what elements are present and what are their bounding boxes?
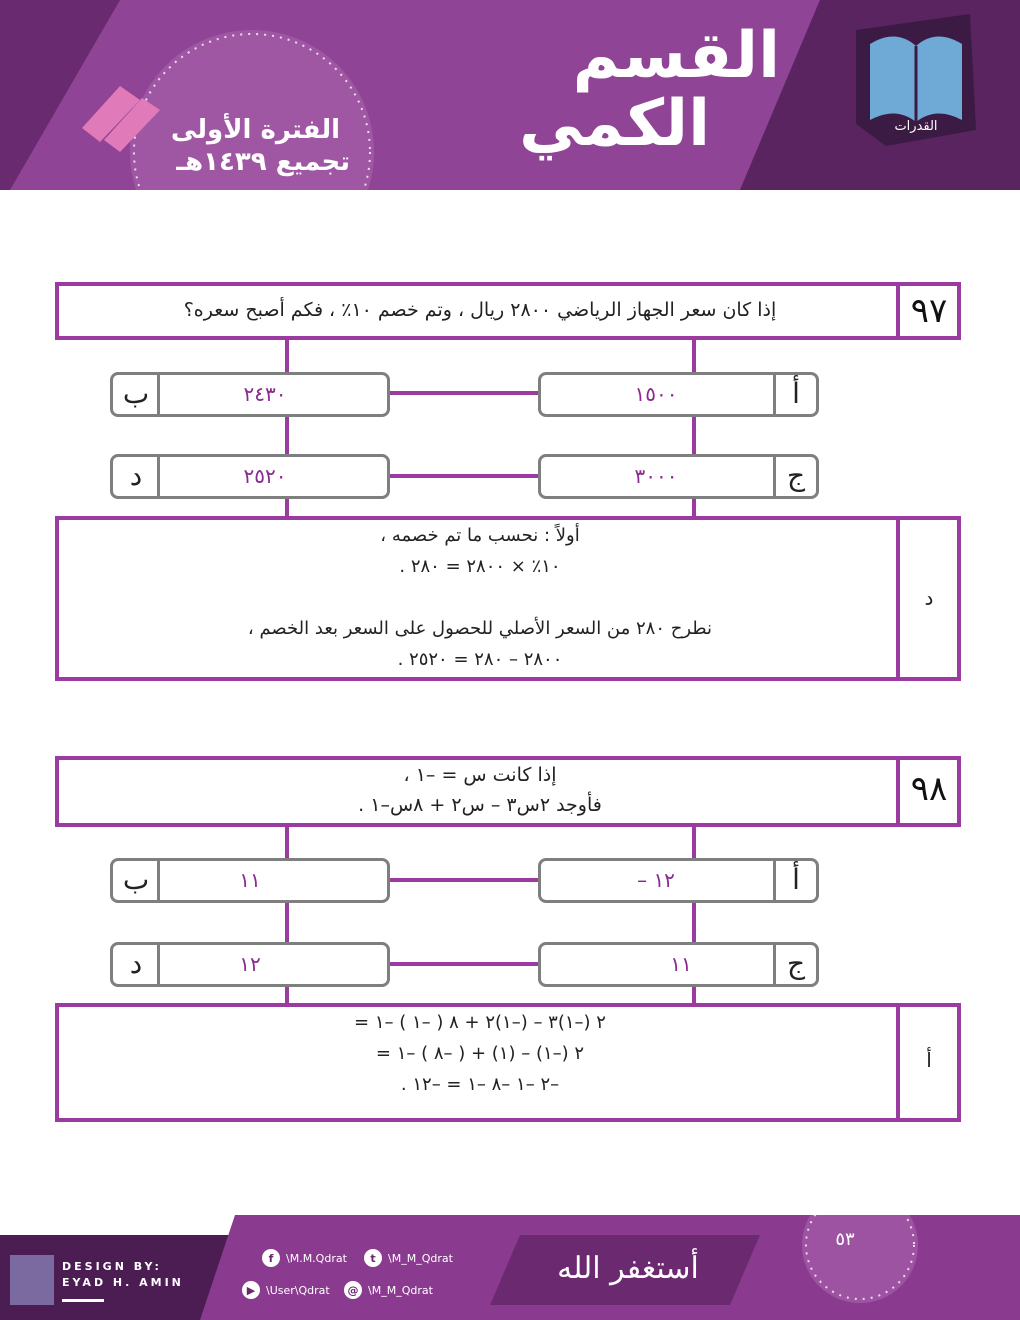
solution-line: نطرح ٢٨٠ من السعر الأصلي للحصول على السعر بعد الخصم ، <box>247 618 713 639</box>
option-value: ١١ <box>239 868 261 892</box>
designer-logo <box>10 1255 54 1305</box>
option-letter: ب <box>122 377 150 410</box>
option-c[interactable] <box>538 454 819 499</box>
solution-line: ٢ (–١) – (١) + ( –٨ ) –١ = <box>375 1043 585 1064</box>
option-b[interactable] <box>110 858 390 903</box>
instagram-handle: \M_M_Qdrat <box>368 1283 433 1297</box>
option-value: ١١ <box>670 952 692 976</box>
connector <box>388 474 540 478</box>
option-divider <box>773 457 776 496</box>
option-d[interactable] <box>110 454 390 499</box>
option-letter: د <box>129 459 143 492</box>
designer-name: EYAD H. AMIN <box>62 1276 184 1289</box>
option-value: – ١٢ <box>637 868 675 892</box>
youtube-link[interactable] <box>242 1281 330 1299</box>
answer-letter: د <box>924 586 934 610</box>
option-value: ٣٠٠٠ <box>634 464 678 488</box>
section-title-line1: القسم <box>572 19 780 93</box>
calligraphy-text: أستغفر الله <box>557 1251 699 1286</box>
option-value: ٢٥٢٠ <box>243 464 287 488</box>
option-c[interactable] <box>538 942 819 987</box>
page-header <box>0 0 1020 190</box>
page-footer <box>0 1215 1020 1320</box>
question-text: إذا كان سعر الجهاز الرياضي ٢٨٠٠ ريال ، وتم خصم ١٠٪ ، فكم أصبح سعره؟ <box>183 299 777 321</box>
option-divider <box>773 375 776 414</box>
period-label: الفترة الأولى <box>170 115 340 145</box>
option-letter: أ <box>792 863 800 896</box>
instagram-icon: @ <box>344 1281 362 1299</box>
connector <box>388 878 540 882</box>
solution-line: ٢٨٠٠ – ٢٨٠ = ٢٥٢٠ . <box>397 649 563 670</box>
youtube-icon: ▶ <box>242 1281 260 1299</box>
option-a[interactable] <box>538 858 819 903</box>
option-letter: ج <box>786 459 806 492</box>
option-value: ١٥٠٠ <box>634 382 678 406</box>
logo <box>852 8 980 146</box>
question-text: إذا كانت س = –١ ، <box>403 764 557 786</box>
youtube-handle: \User\Qdrat <box>266 1283 330 1297</box>
option-divider <box>773 861 776 900</box>
section-title-line2: الكمي <box>519 87 710 161</box>
solution-line: ٢ (–١)٣ – (–١)٢ + ٨ ( –١ ) –١ = <box>354 1012 606 1033</box>
question-number: ٩٧ <box>910 291 948 331</box>
option-letter: ب <box>122 863 150 896</box>
option-letter: ج <box>786 947 806 980</box>
option-a[interactable] <box>538 372 819 417</box>
solution-line: أولاً : نحسب ما تم خصمه ، <box>380 525 580 546</box>
option-value: ٢٤٣٠ <box>243 382 287 406</box>
page-number: ٥٣ <box>835 1229 855 1250</box>
option-letter: أ <box>792 377 800 410</box>
connector <box>388 391 540 395</box>
option-value: ١٢ <box>239 952 261 976</box>
option-b[interactable] <box>110 372 390 417</box>
question-number: ٩٨ <box>910 769 948 809</box>
solution-line: ١٠٪ × ٢٨٠٠ = ٢٨٠ . <box>399 556 561 577</box>
collection-label: تجميع ١٤٣٩هـ <box>176 147 350 177</box>
solution-line: –٢ –١ –٨ –١ = –١٢ . <box>400 1074 560 1095</box>
twitter-handle: \M_M_Qdrat <box>388 1251 453 1265</box>
facebook-icon: f <box>262 1249 280 1267</box>
facebook-link[interactable] <box>262 1249 347 1267</box>
twitter-icon: t <box>364 1249 382 1267</box>
design-by-label: DESIGN BY: <box>62 1260 162 1273</box>
option-letter: د <box>129 947 143 980</box>
option-d[interactable] <box>110 942 390 987</box>
twitter-link[interactable] <box>364 1249 453 1267</box>
connector <box>388 962 540 966</box>
svg-text:القدرات: القدرات <box>894 119 938 134</box>
answer-letter: أ <box>926 1048 932 1072</box>
instagram-link[interactable] <box>344 1281 433 1299</box>
question-text: فأوجد ٢س٣ – س٢ + ٨س–١ . <box>358 794 602 816</box>
facebook-handle: \M.M.Qdrat <box>286 1251 347 1265</box>
